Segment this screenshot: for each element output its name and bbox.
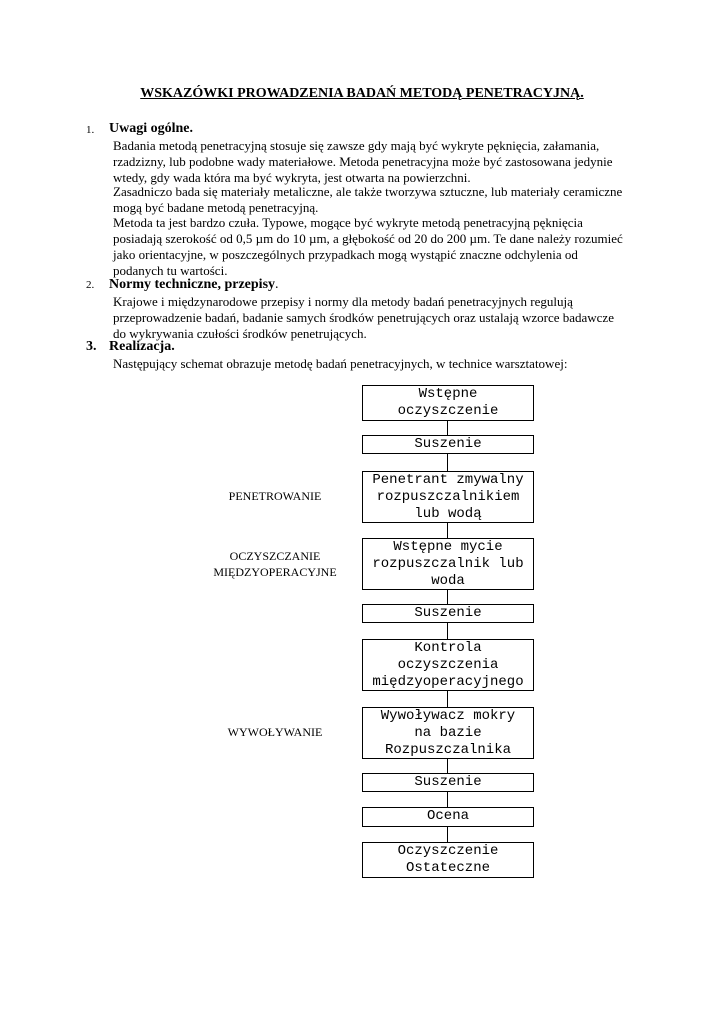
flow-connector [447,421,448,435]
section-1-number: 1. [86,124,95,136]
flow-step-ocena: Ocena [362,807,534,827]
side-label-penetrowanie: PENETROWANIE [228,489,322,503]
flow-step-suszenie-2: Suszenie [362,604,534,623]
section-3-heading: Realizacja. [109,339,175,354]
flow-step-wywolywacz: Wywoływacz mokry na bazie Rozpuszczalnika [362,707,534,759]
flow-connector [447,792,448,807]
section-1-paragraph-1: Badania metodą penetracyjną stosuje się zawsze gdy mają być wykryte pęknięcia, załamania, rzadzizny, lub podobne wady materiałowe. Metoda penetracyjna może być zastosowana jedynie wtedy, gdy wada która ma być wykryta, jest otwarta na powierzchni. [113,138,613,185]
side-label-oczyszczanie: OCZYSZCZANIE MIĘDZYOPERACYJNE [213,549,337,579]
flow-connector [447,590,448,604]
flow-connector [447,759,448,773]
section-3-number: 3. [86,339,97,354]
flow-step-penetrant: Penetrant zmywalny rozpuszczalnikiem lub wodą [362,471,534,523]
flow-step-wstepne-oczyszczenie: Wstępne oczyszczenie [362,385,534,421]
section-2-number: 2. [86,279,95,291]
flow-connector [447,523,448,538]
section-1-paragraph-3: Metoda ta jest bardzo czuła. Typowe, mogące być wykryte metodą penetracyjną pęknięcia posiadają szerokość od 0,5 µm do 10 µm, a głębokość od 20 do 200 µm. Te dane należy rozumieć jako orientacyjne, w poszczególnych przypadkach mogą wystąpić znaczne odchylenia od podanych tu wartości. [113,215,623,278]
flow-step-oczyszczenie-ostateczne: Oczyszczenie Ostateczne [362,842,534,878]
flow-step-wstepne-mycie: Wstępne mycie rozpuszczalnik lub woda [362,538,534,590]
flow-step-suszenie-1: Suszenie [362,435,534,454]
section-2-paragraph: Krajowe i międzynarodowe przepisy i normy dla metody badań penetracyjnych regulują przeprowadzenie badań, badanie samych środków penetrujących oraz ustalają wzorce badawcze do wykrywania czułości środków penetrujących. [113,294,614,341]
flow-connector [447,691,448,707]
section-3-paragraph: Następujący schemat obrazuje metodę badań penetracyjnych, w technice warsztatowej: [113,356,568,371]
page-title: WSKAZÓWKI PROWADZENIA BADAŃ METODĄ PENETRACYJNĄ. [140,86,584,101]
section-1-paragraph-2: Zasadniczo bada się materiały metaliczne, ale także tworzywa sztuczne, lub materiały ceramiczne mogą być badane metodą penetracyjną. [113,184,623,215]
flow-connector [447,623,448,639]
section-1-heading: Uwagi ogólne. [109,121,193,136]
section-2-heading: Normy techniczne, przepisy. [109,277,279,292]
flow-connector [447,827,448,842]
flow-step-suszenie-3: Suszenie [362,773,534,792]
flow-connector [447,454,448,471]
side-label-wywolywanie: WYWOŁYWANIE [227,725,323,739]
flow-step-kontrola: Kontrola oczyszczenia międzyoperacyjnego [362,639,534,691]
